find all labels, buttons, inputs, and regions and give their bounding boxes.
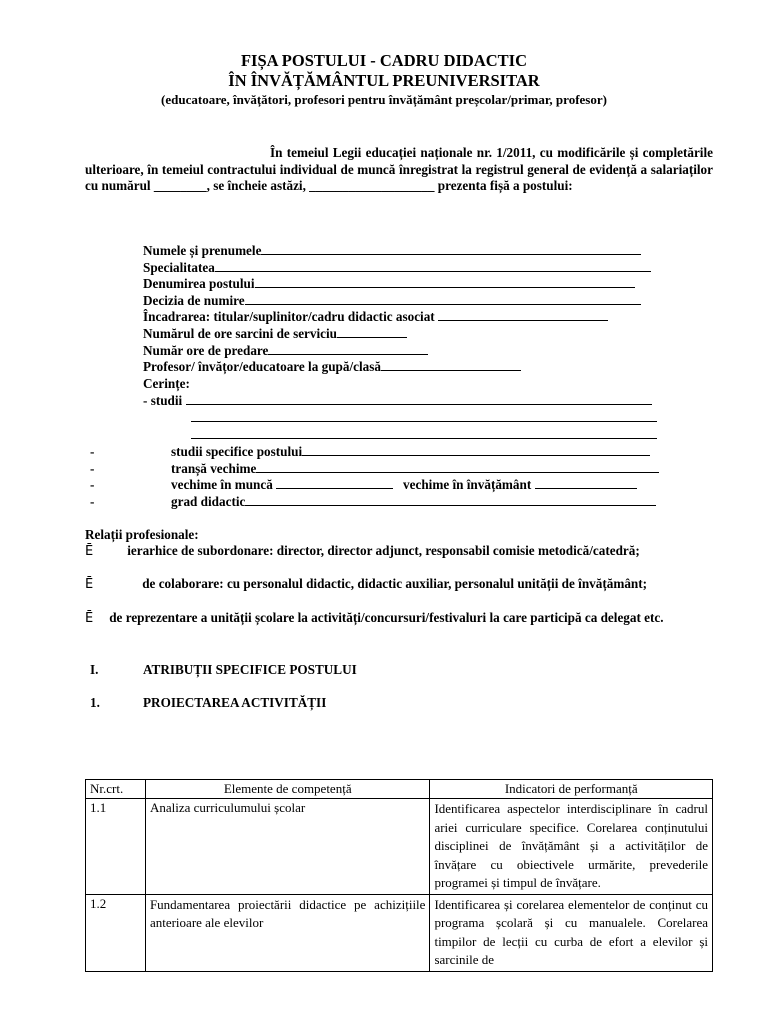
cell-element: Fundamentarea proiectării didactice pe achizițiile anterioare ale elevilor — [145, 894, 430, 971]
section-atributii: ATRIBUȚII SPECIFICE POSTULUI — [143, 662, 357, 677]
relatii-item-reprezentare: Ē de reprezentare a unității școlare la activități/concursuri/festivaluri la care participă ca delegat etc. — [85, 610, 664, 626]
fill-line — [438, 309, 608, 321]
fill-line — [255, 276, 635, 288]
field-studii: - studii — [143, 393, 652, 408]
fill-line — [268, 343, 428, 355]
relatii-item-ierarhice: Ē ierarhice de subordonare: director, director adjunct, responsabil comisie metodică/catedră; — [85, 543, 640, 559]
fill-line — [261, 243, 641, 255]
field-incadrarea: Încadrarea: titular/suplinitor/cadru didactic asociat — [143, 309, 608, 324]
table-row — [86, 894, 713, 971]
relatii-heading: Relații profesionale: — [85, 527, 199, 542]
field-denumirea-postului: Denumirea postului — [143, 276, 635, 291]
bullet-icon: Ē — [85, 544, 94, 559]
header-nr-crt: Nr.crt. — [86, 780, 146, 799]
bullet-icon: Ē — [85, 577, 94, 592]
field-transa-vechime: tranșă vechime — [171, 461, 659, 476]
field-studii-specifice: studii specifice postului — [171, 444, 650, 459]
section-proiectarea: PROIECTAREA ACTIVITĂȚII — [143, 695, 327, 710]
section-number-i: I. — [90, 662, 99, 677]
fill-line — [276, 477, 393, 489]
fill-line — [381, 359, 521, 371]
dash-marker: - — [90, 444, 95, 459]
fill-line — [245, 293, 641, 305]
bullet-icon: Ē — [85, 611, 94, 626]
header-indicatori: Indicatori de performanță — [430, 780, 713, 799]
document-subtitle: (educatoare, învățători, profesori pentru învățământ preșcolar/primar, profesor) — [161, 92, 607, 107]
field-cerinte: Cerințe: — [143, 376, 190, 391]
field-ore-sarcini: Numărul de ore sarcini de serviciu — [143, 326, 407, 341]
fill-line — [245, 494, 656, 506]
document-title-line2: ÎN ÎNVĂȚĂMÂNTUL PREUNIVERSITAR — [228, 71, 540, 90]
field-vechime: vechime în muncă vechime în învățământ — [171, 477, 637, 492]
field-ore-predare: Număr ore de predare — [143, 343, 428, 358]
studii-extra-line — [191, 409, 657, 422]
field-nume: Numele și prenumele — [143, 243, 641, 258]
cell-element: Analiza curriculumului școlar — [145, 799, 430, 895]
cell-indicator: Identificarea și corelarea elementelor de conținut cu programa școlară și cu manualele. Corelarea timpilor de lecții cu curba de efort a elevilor și sarcinile de — [430, 894, 713, 971]
field-profesor-clasa: Profesor/ învățor/educatoare la gupă/clasă — [143, 359, 521, 374]
fill-line — [215, 260, 651, 272]
dash-marker: - — [90, 494, 95, 509]
document-title: FIȘA POSTULUI - CADRU DIDACTIC — [240, 51, 528, 70]
cell-indicator: Identificarea aspectelor interdisciplinare în cadrul ariei curriculare specifice. Corelarea conținutului disciplinei de învățământ și a activităților de învățare cu obiectivele urmărite, prevederile programei și timpul de învățare. — [430, 799, 713, 895]
cell-nr: 1.1 — [86, 799, 146, 895]
intro-paragraph: În temeiul Legii educației naționale nr. 1/2011, cu modificările și completările ulterioare, în temeiul contractului individual de muncă înregistrat la registrul general de evidență a salariaților cu numărul ________, se încheie astăzi, ___________________ prezenta fișă a postului: — [85, 145, 713, 193]
dash-marker: - — [90, 461, 95, 476]
cell-nr: 1.2 — [86, 894, 146, 971]
field-grad-didactic: grad didactic — [171, 494, 656, 509]
field-specialitatea: Specialitatea — [143, 260, 651, 275]
fill-line — [337, 326, 407, 338]
section-number-1: 1. — [90, 695, 100, 710]
competency-table — [85, 779, 713, 972]
header-elemente: Elemente de competență — [145, 780, 430, 799]
fill-line — [186, 393, 652, 405]
dash-marker: - — [90, 477, 95, 492]
fill-line — [256, 461, 659, 473]
studii-extra-line — [191, 426, 657, 439]
field-decizia-de-numire: Decizia de numire — [143, 293, 641, 308]
table-header-row — [86, 780, 713, 799]
fill-line — [535, 477, 637, 489]
table-row — [86, 799, 713, 895]
relatii-item-colaborare: Ē de colaborare: cu personalul didactic, didactic auxiliar, personalul unității de învățământ; — [85, 576, 648, 592]
fill-line — [302, 444, 650, 456]
